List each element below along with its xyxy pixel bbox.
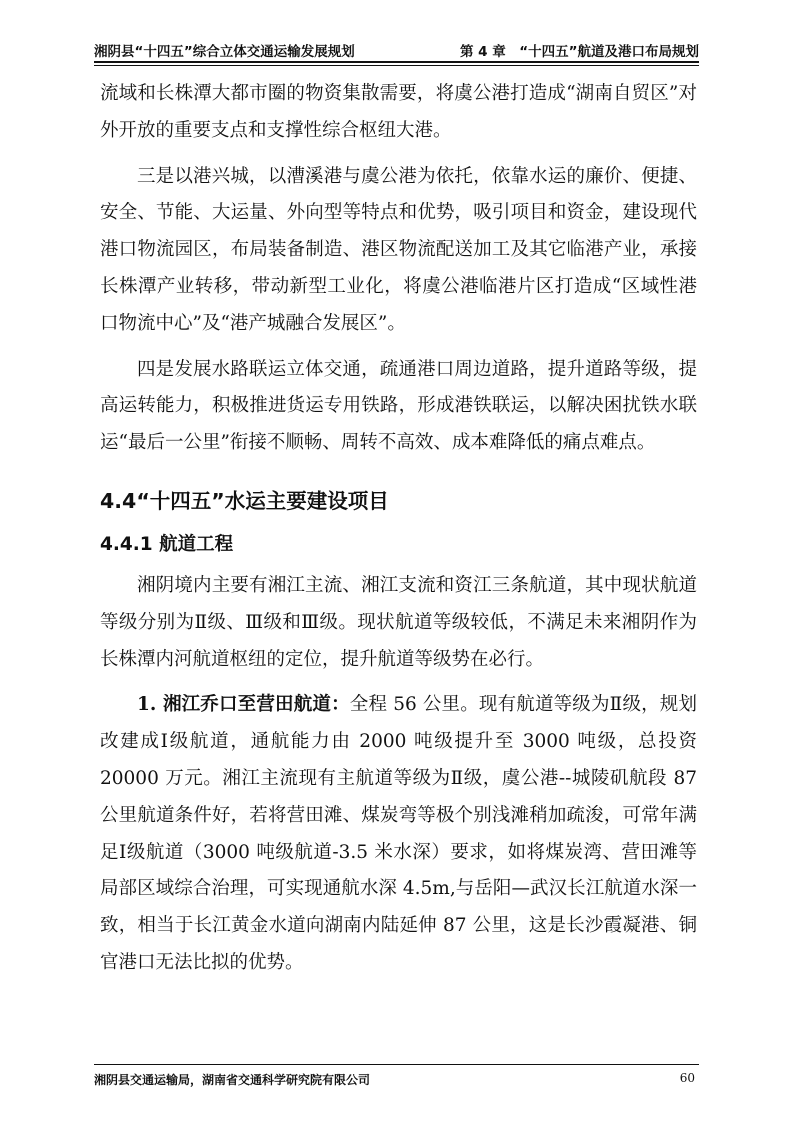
page-body <box>100 76 697 991</box>
header-document-title: 湘阴县“十四五”综合立体交通运输发展规划 <box>94 44 355 60</box>
subsection-heading: 4.4.1 航道工程 <box>100 533 234 555</box>
paragraph-continued: 流域和长株潭大都市圈的物资集散需要，将虞公港打造成“湖南自贸区”对外开放的重要支点和支撑性综合枢纽大港。 <box>100 83 697 141</box>
section-heading: 4.4“十四五”水运主要建设项目 <box>100 488 389 513</box>
paragraph-project-1 <box>100 687 697 981</box>
header-divider-thin <box>94 65 699 66</box>
paragraph-port-city: 三是以港兴城，以漕溪港与虞公港为依托，依靠水运的廉价、便捷、安全、节能、大运量、外向型等特点和优势，吸引项目和资金，建设现代港口物流园区，布局装备制造、港区物流配送加工及其它临港产业，承接长株潭产业转移，带动新型工业化，将虞公港临港片区打造成“区域性港口物流中心”及“港产城融合发展区”。 <box>100 165 697 334</box>
paragraph-waterways: 湘阴境内主要有湘江主流、湘江支流和资江三条航道，其中现状航道等级分别为Ⅱ级、Ⅲ级和Ⅲ级。现状航道等级较低，不满足未来湘阴作为长株潭内河航道枢纽的定位，提升航道等级势在必行。 <box>100 574 697 670</box>
page-footer <box>94 1064 699 1094</box>
header-divider <box>94 61 699 63</box>
project-1-title: 1. 湘江乔口至营田航道： <box>137 694 350 716</box>
page-number: 60 <box>679 1071 695 1085</box>
project-1-text: 全程 56 公里。现有航道等级为Ⅱ级，规划改建成Ⅰ级航道，通航能力由 2000 吨级提升至 3000 吨级，总投资 20000 万元。湘江主流现有主航道等级为Ⅱ级，虞公港--城陵矶航段 87 公里航道条件好，若将营田滩、煤炭弯等极个别浅滩稍加疏浚，可常年满足Ⅰ级航道（3000 吨级航道-3.5 米水深）要求，如将煤炭湾、营田滩等局部区域综合治理，可实现通航水深 4.5m,与岳阳—武汉长江航道水深一致，相当于长江黄金水道向湖南内陆延伸 87 公里，这是长沙霞凝港、铜官港口无法比拟的优势。 <box>100 694 697 973</box>
footer-divider <box>94 1064 699 1065</box>
footer-organization: 湘阴县交通运输局，湖南省交通科学研究院有限公司 <box>94 1073 371 1087</box>
paragraph-multimodal: 四是发展水路联运立体交通，疏通港口周边道路，提升道路等级，提高运转能力，积极推进货运专用铁路，形成港铁联运，以解决困扰铁水联运“最后一公里”衔接不顺畅、周转不高效、成本难降低的痛点难点。 <box>100 358 697 454</box>
header-chapter-title: 第 4 章 “十四五”航道及港口布局规划 <box>459 44 699 60</box>
page-header <box>94 28 699 62</box>
